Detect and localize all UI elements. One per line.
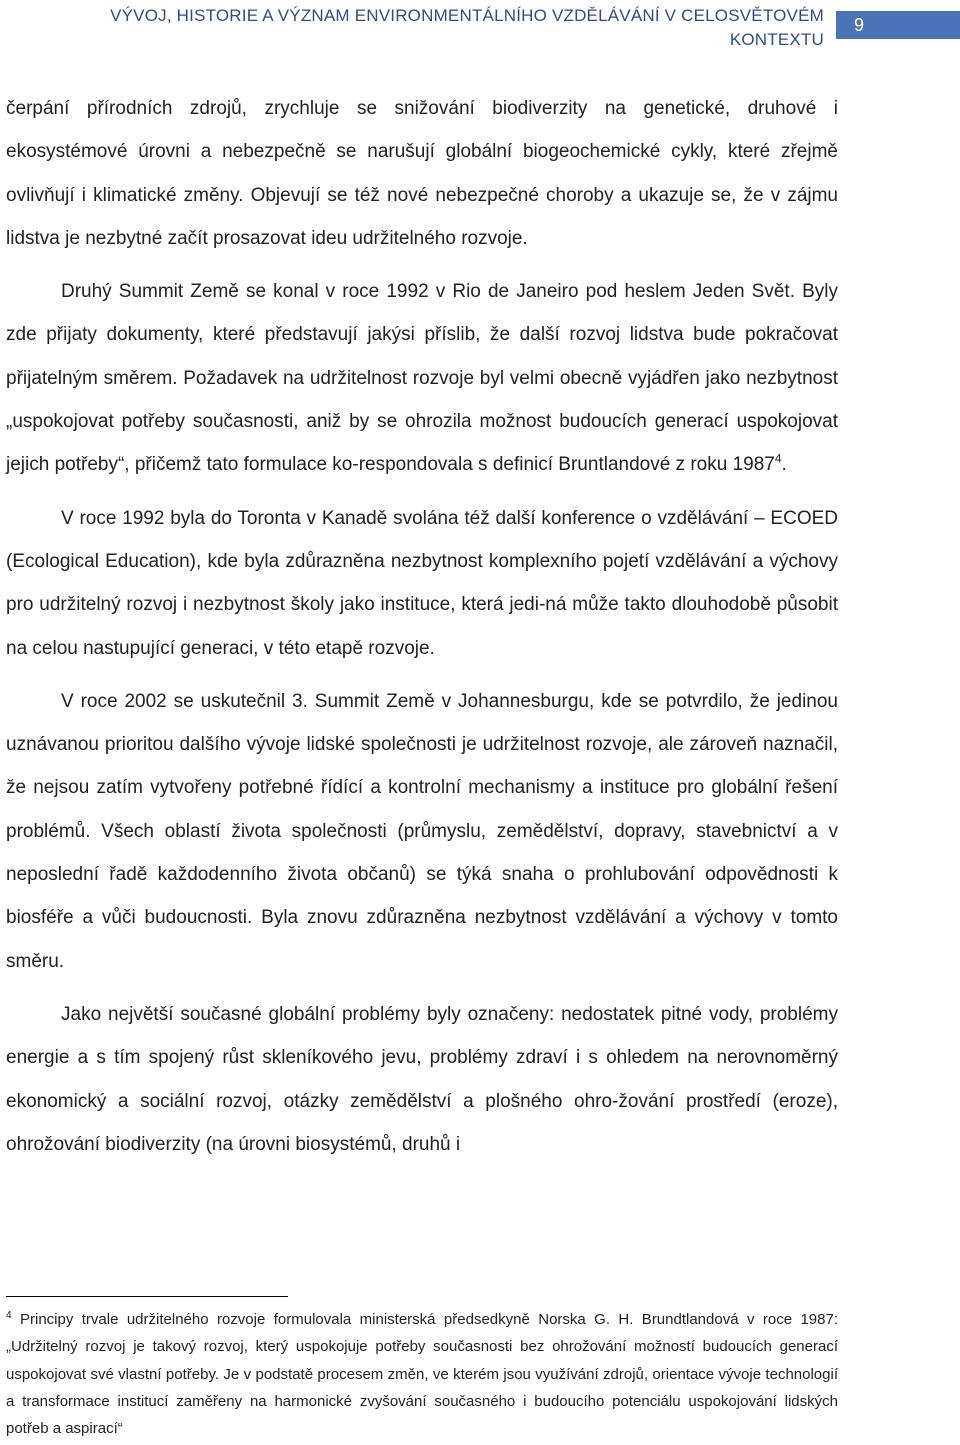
footnote-divider [6, 1296, 288, 1297]
paragraph-5: Jako největší současné globální problémy byly označeny: nedostatek pitné vody, problémy energie a s tím spojený růst skleníkového jevu, problémy zdraví i s ohledem na nerovnoměrný ekonomický a sociální rozvoj, otázky zemědělství a plošného ohro-žování prostředí (eroze), ohrožování biodiverzity (na úrovni biosystémů, druhů i [6, 1003, 838, 1155]
page-number-badge: 9 [836, 11, 960, 39]
footnote-number: 4 [6, 1310, 12, 1321]
paragraph-2-text: Druhý Summit Země se konal v roce 1992 v Rio de Janeiro pod heslem Jeden Svět. Byly zde přijaty dokumenty, které představují jakýsi příslib, že další rozvoj lidstva bude pokračovat přijatelným směrem. Požadavek na udržitelnost rozvoje byl velmi obecně vyjádřen jako nezbytnost „uspokojovat potřeby současnosti, aniž by se ohrozila možnost budoucích generací uspokojovat jejich potřeby“, přičemž tato formulace ko-respondovala s definicí Bruntlandové z roku 1987 [6, 281, 838, 476]
paragraph-2 [6, 270, 838, 486]
page-header [0, 0, 960, 60]
paragraph-4: V roce 2002 se uskutečnil 3. Summit Země v Johannesburgu, kde se potvrdilo, že jedinou uznávanou prioritou dalšího vývoje lidské společnosti je udržitelnost rozvoje, ale zároveň naznačil, že nejsou zatím vytvořeny potřebné řídící a kontrolní mechanismy a instituce pro globální řešení problémů. Všech oblastí života společnosti (průmyslu, zemědělství, dopravy, stavebnictví a v neposlední řadě každodenního života občanů) se týká snaha o prohlubování odpovědnosti k biosféře a vůči budoucnosti. Byla znovu zdůrazněna nezbytnost vzdělávání a výchovy v tomto směru. [6, 690, 838, 972]
body-text [6, 87, 838, 1166]
footnote-text: Principy trvale udržitelného rozvoje formulovala ministerská předsedkyně Norska G. H. Brundtlandová v roce 1987: „Udržitelný rozvoj je takový rozvoj, který uspokojuje potřeby současnosti bez ohrožování možností budoucích generací uspokojovat své vlastní potřeby. Je v podstatě procesem změn, ve kterém jsou využívání zdrojů, orientace vývoje technologií a transformace institucí zaměřeny na harmonické zvyšování současného i budoucího potenciálu uspokojování lidských potřeb a aspirací“ [6, 1311, 838, 1438]
footnote-reference[interactable]: 4 [774, 452, 782, 467]
paragraph-2-end: . [781, 454, 787, 476]
paragraph-1: čerpání přírodních zdrojů, zrychluje se snižování biodiverzity na genetické, druhové i ekosystémové úrovni a nebezpečně se narušují globální biogeochemické cykly, které zřejmě ovlivňují i klimatické změny. Objevují se též nové nebezpečné choroby a ukazuje se, že v zájmu lidstva je nezbytné začít prosazovat ideu udržitelného rozvoje. [6, 98, 838, 249]
footnote [6, 1306, 838, 1442]
paragraph-3: V roce 1992 byla do Toronta v Kanadě svolána též další konference o vzdělávání – ECOED (Ecological Education), kde byla zdůrazněna nezbytnost komplexního pojetí vzdělávání a výchovy pro udržitelný rozvoj i nezbytnost školy jako instituce, která jedi-ná může takto dlouhodobě působit na celou nastupující generaci, v této etapě rozvoje. [6, 507, 838, 659]
running-header-title: VÝVOJ, HISTORIE A VÝZNAM ENVIRONMENTÁLNÍHO VZDĚLÁVÁNÍ V CELOSVĚTOVÉM KONTEXTU [110, 6, 824, 49]
